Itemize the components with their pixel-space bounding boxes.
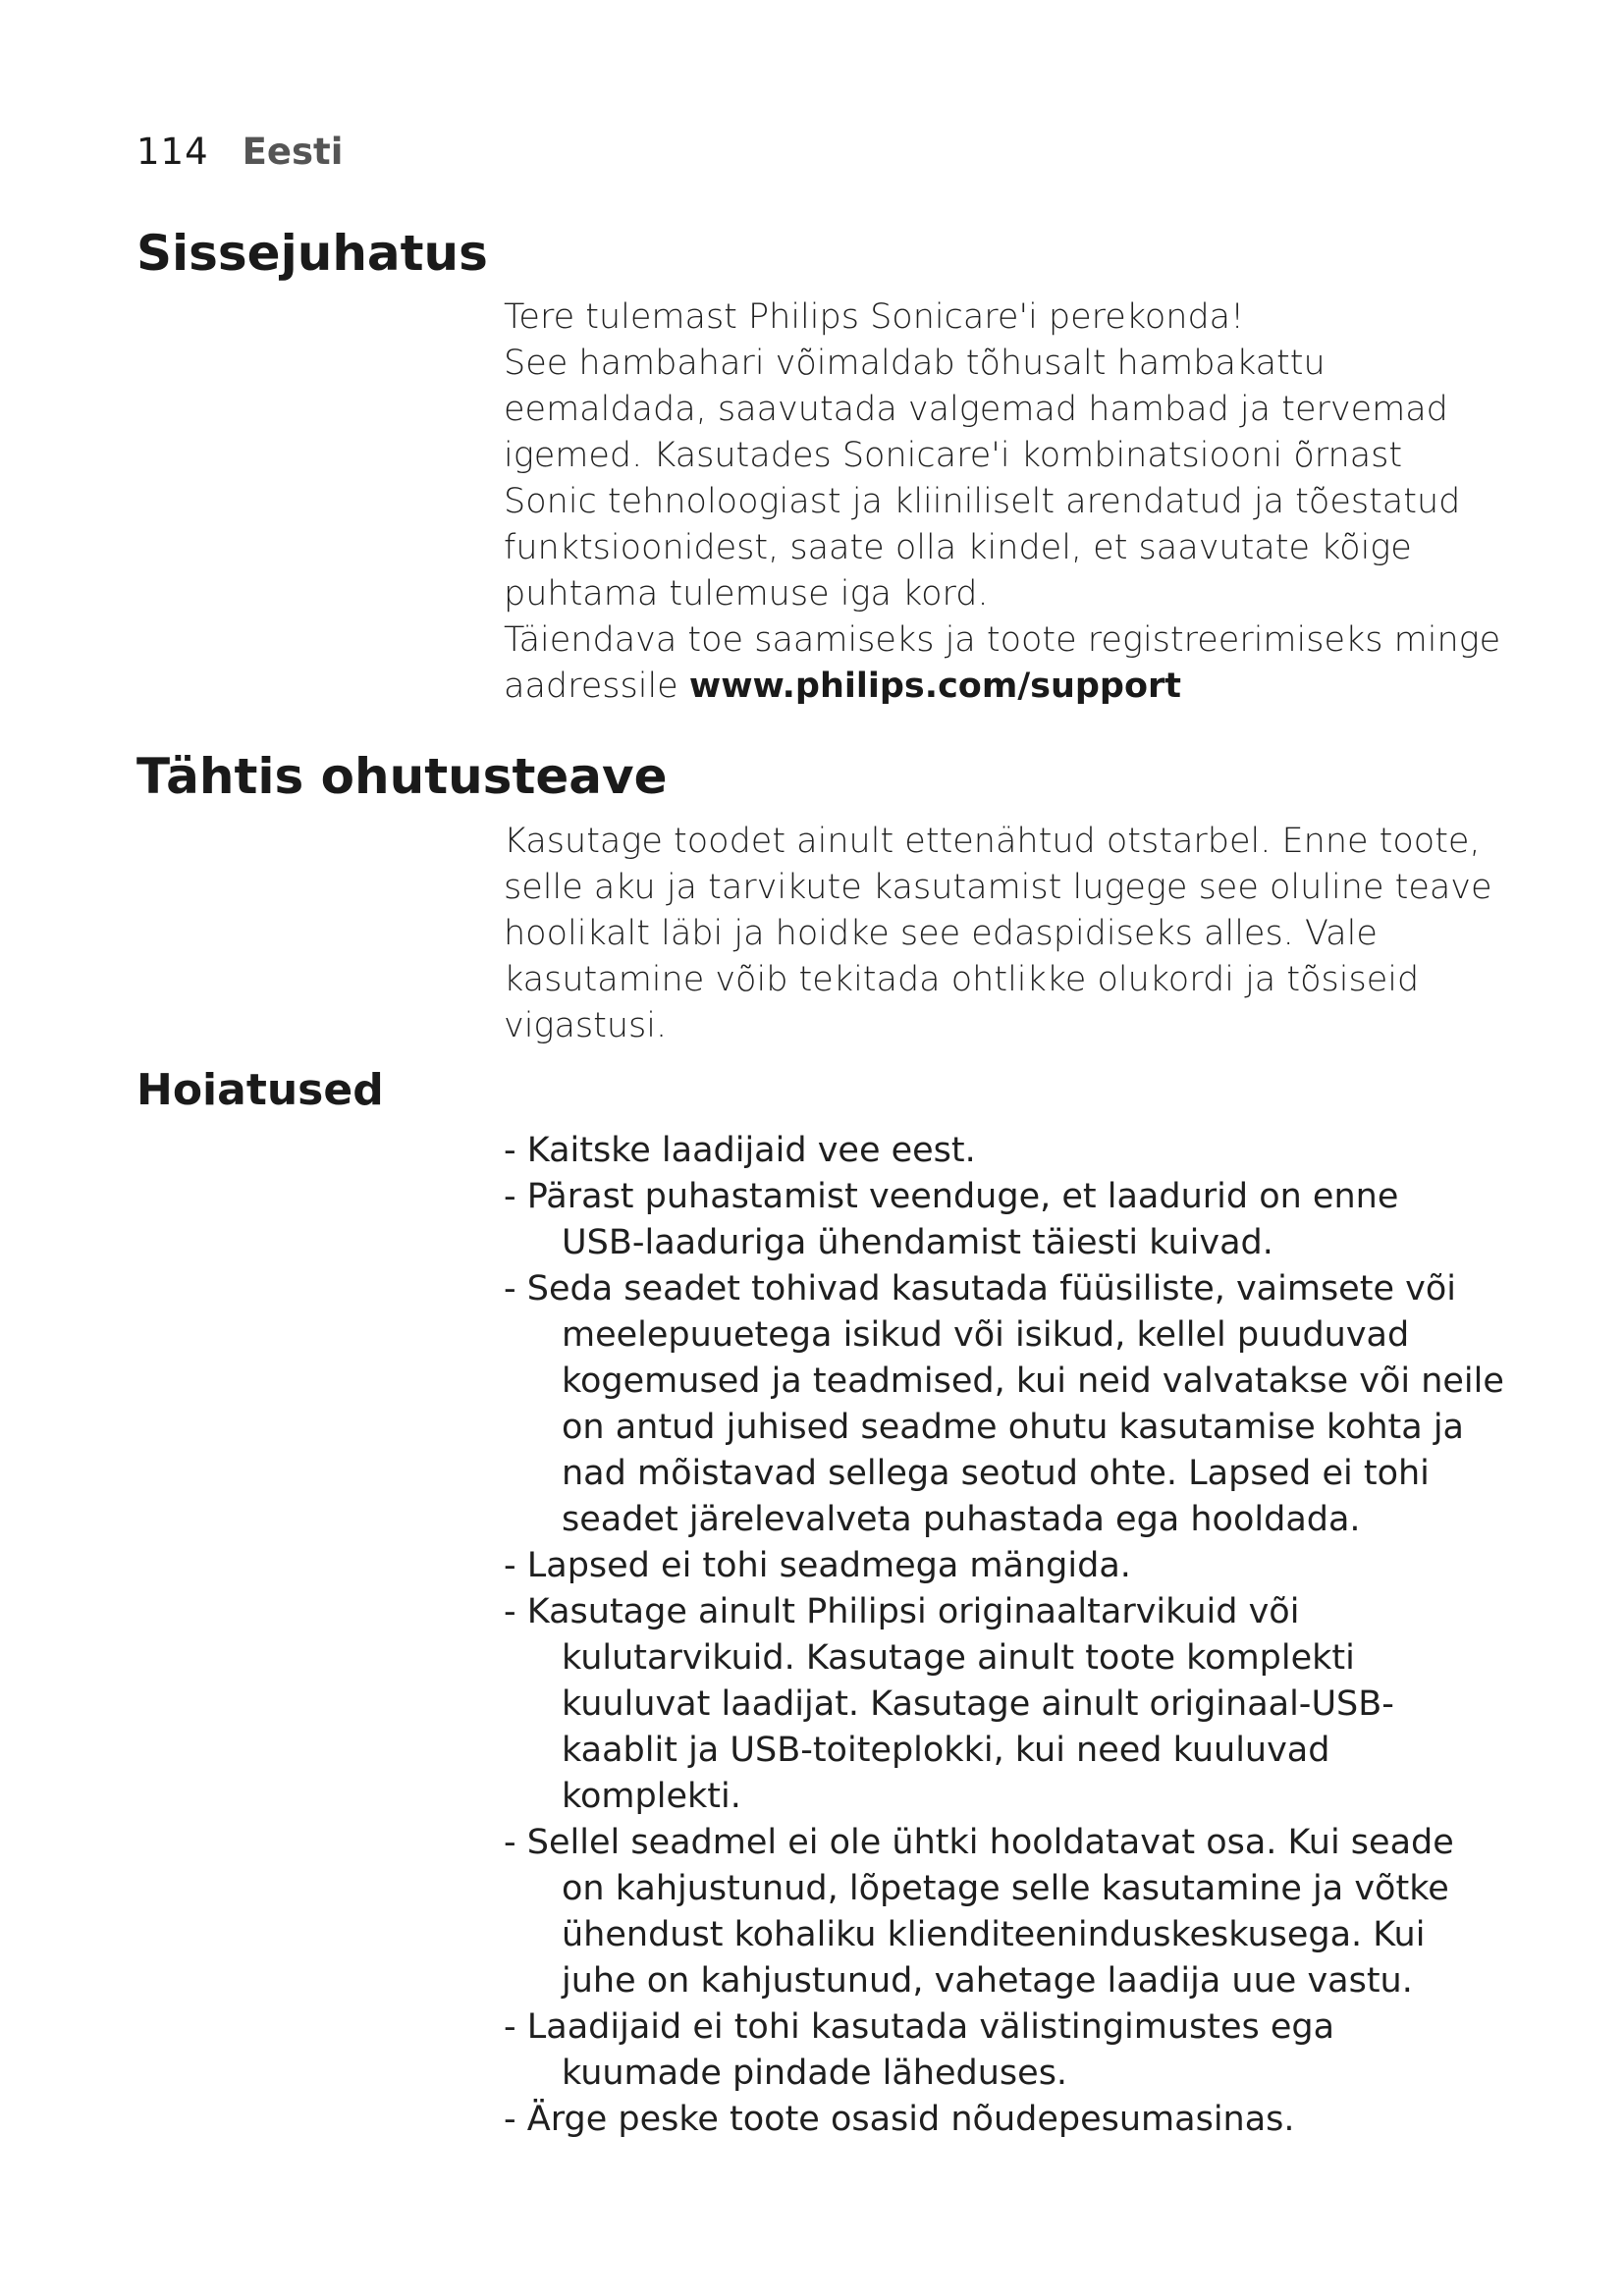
page-header — [136, 131, 343, 174]
safety-line: Kasutage toodet ainult ettenähtud otstarbel. Enne toote, — [504, 822, 1481, 861]
warning-line: on kahjustunud, lõpetage selle kasutamine ja võtke — [562, 1869, 1449, 1908]
warning-line: kaablit ja USB-toiteplokki, kui need kuuluvad — [562, 1731, 1330, 1770]
safety-paragraph — [504, 819, 1505, 1049]
warning-line: - Kasutage ainult Philipsi originaaltarvikuid või — [504, 1592, 1300, 1631]
intro-line: See hambahari võimaldab tõhusalt hambakattu — [504, 344, 1326, 383]
warning-line: - Kaitske laadijaid vee eest. — [504, 1131, 976, 1170]
safety-line: kasutamine võib tekitada ohtlikke olukordi ja tõsiseid — [504, 960, 1420, 999]
warning-line: USB-laaduriga ühendamist täiesti kuivad. — [562, 1223, 1273, 1262]
warning-line: komplekti. — [562, 1777, 741, 1816]
intro-heading: Sissejuhatus — [136, 225, 488, 282]
safety-line: hoolikalt läbi ja hoidke see edaspidiseks alles. Vale — [504, 914, 1378, 953]
safety-line: vigastusi. — [504, 1006, 668, 1045]
warnings-heading: Hoiatused — [136, 1065, 384, 1115]
page-number: 114 — [136, 131, 209, 173]
warning-line: kulutarvikuid. Kasutage ainult toote komplekti — [562, 1638, 1355, 1678]
warning-line: - Ärge peske toote osasid nõudepesumasinas. — [504, 2100, 1295, 2139]
intro-url-prefix: aadressile — [504, 667, 678, 706]
warning-item — [504, 1589, 1505, 1820]
warning-item — [504, 1266, 1505, 1543]
warning-line: on antud juhised seadme ohutu kasutamise kohta ja — [562, 1408, 1465, 1447]
intro-line — [504, 664, 1505, 710]
warning-line: - Laadijaid ei tohi kasutada välistingimustes ega — [504, 2007, 1335, 2047]
intro-line: funktsioonidest, saate olla kindel, et saavutate kõige — [504, 528, 1412, 567]
warning-line: juhe on kahjustunud, vahetage laadija uue vastu. — [562, 1961, 1413, 2001]
warning-item — [504, 1820, 1505, 2004]
warning-item — [504, 2097, 1505, 2143]
warning-line: kuuluvat laadijat. Kasutage ainult originaal-USB- — [562, 1684, 1394, 1724]
page-language: Eesti — [242, 131, 344, 173]
intro-paragraph — [504, 294, 1505, 710]
warning-line: nad mõistavad sellega seotud ohte. Lapsed ei tohi — [562, 1454, 1430, 1493]
safety-heading: Tähtis ohutusteave — [136, 748, 668, 805]
warning-line: - Seda seadet tohivad kasutada füüsiliste, vaimsete või — [504, 1269, 1456, 1308]
intro-line: puhtama tulemuse iga kord. — [504, 574, 989, 614]
warning-line: meelepuuetega isikud või isikud, kellel puuduvad — [562, 1315, 1410, 1355]
warning-item — [504, 1174, 1505, 1266]
intro-line: eemaldada, saavutada valgemad hambad ja tervemad — [504, 390, 1448, 429]
warning-line: - Lapsed ei tohi seadmega mängida. — [504, 1546, 1131, 1585]
warning-item — [504, 2004, 1505, 2097]
intro-line: igemed. Kasutades Sonicare'i kombinatsiooni õrnast — [504, 436, 1403, 475]
warning-line: ühendust kohaliku klienditeeninduskeskusega. Kui — [562, 1915, 1426, 1954]
warning-line: kuumade pindade läheduses. — [562, 2054, 1068, 2093]
support-url: www.philips.com/support — [688, 667, 1182, 706]
warning-item — [504, 1543, 1505, 1589]
warning-line: seadet järelevalveta puhastada ega hooldada. — [562, 1500, 1361, 1539]
intro-line: Tere tulemast Philips Sonicare'i perekonda! — [504, 297, 1245, 337]
warning-line: - Sellel seadmel ei ole ühtki hooldatavat osa. Kui seade — [504, 1823, 1454, 1862]
intro-line: Sonic tehnoloogiast ja kliiniliselt arendatud ja tõestatud — [504, 482, 1461, 521]
warning-line: - Pärast puhastamist veenduge, et laadurid on enne — [504, 1177, 1399, 1216]
warnings-list — [504, 1128, 1505, 2143]
warning-line: kogemused ja teadmised, kui neid valvatakse või neile — [562, 1362, 1504, 1401]
intro-line: Täiendava toe saamiseks ja toote registreerimiseks minge — [504, 620, 1501, 660]
safety-line: selle aku ja tarvikute kasutamist lugege see oluline teave — [504, 868, 1492, 907]
warning-item — [504, 1128, 1505, 1174]
